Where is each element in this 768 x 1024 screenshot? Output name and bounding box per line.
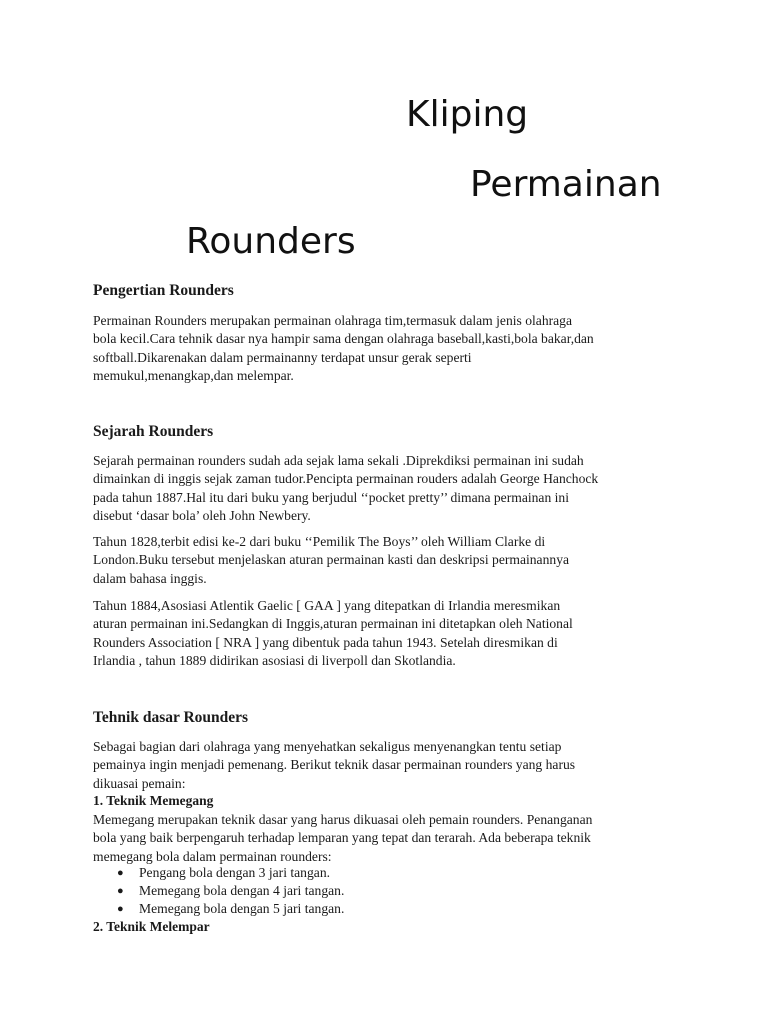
- list-item: [112, 864, 344, 882]
- text-line: Rounders Association [ NRA ] yang dibentuk pada tahun 1943. Setelah diresmikan di: [93, 634, 558, 650]
- text-line: Tahun 1828,terbit edisi ke-2 dari buku ‘‘Pemilik The Boys’’ oleh William Clarke di: [93, 534, 546, 549]
- sejarah-heading: Sejarah Rounders: [93, 423, 214, 440]
- title-line-3: Rounders: [186, 221, 356, 262]
- text-line: Irlandia , tahun 1889 didirikan asosiasi di liverpoll dan Skotlandia.: [93, 652, 456, 668]
- text-line: aturan permainan ini.Sedangkan di Inggis,aturan permainan ini ditetapkan oleh National: [93, 616, 573, 632]
- text-line: London.Buku tersebut menjelaskan aturan permainan kasti dan deskripsi permainannya: [93, 552, 570, 568]
- text-line: Tahun 1884,Asosiasi Atlentik Gaelic [ GAA ] yang ditepatkan di Irlandia meresmikan: [93, 598, 561, 613]
- sejarah-paragraph-1: [93, 452, 678, 525]
- title-line-1: Kliping: [406, 94, 529, 135]
- text-line: memukul,menangkap,dan melempar.: [93, 367, 294, 383]
- bullet-icon: ●: [117, 867, 124, 879]
- text-line: dimainkan di inggis sejak zaman tudor.Pencipta permainan rouders adalah George Hanchock: [93, 471, 599, 487]
- pengertian-paragraph: [93, 312, 678, 385]
- list-item: [112, 882, 344, 900]
- memegang-paragraph: [93, 811, 678, 866]
- sejarah-paragraph-3: [93, 597, 678, 670]
- text-line: memegang bola dalam permainan rounders:: [93, 848, 332, 864]
- bullet-icon: ●: [117, 885, 124, 897]
- list-item-text: Memegang bola dengan 4 jari tangan.: [139, 883, 345, 898]
- text-line: dalam bahasa inggis.: [93, 570, 207, 586]
- title-line-2: Permainan: [470, 164, 662, 205]
- text-line: bola kecil.Cara tehnik dasar nya hampir sama dengan olahraga baseball,kasti,bola bakar,dan: [93, 331, 594, 347]
- list-item-text: Memegang bola dengan 5 jari tangan.: [139, 901, 345, 916]
- text-line: disebut ‘dasar bola’ oleh John Newbery.: [93, 507, 311, 523]
- text-line: dikuasai pemain:: [93, 775, 186, 791]
- text-line: pemainya ingin menjadi pemenang. Berikut teknik dasar permainan rounders yang harus: [93, 757, 576, 773]
- text-line: Sejarah permainan rounders sudah ada sejak lama sekali .Diprekdiksi permainan ini sudah: [93, 453, 584, 468]
- text-line: Sebagai bagian dari olahraga yang menyehatkan sekaligus menyenangkan tentu setiap: [93, 739, 562, 754]
- tehnik-intro: [93, 738, 678, 793]
- text-line: softball.Dikarenakan dalam permainanny terdapat unsur gerak seperti: [93, 349, 472, 365]
- pengertian-heading: Pengertian Rounders: [93, 282, 234, 299]
- sejarah-paragraph-2: [93, 533, 678, 588]
- text-line: bola yang baik berpengaruh terhadap lemparan yang tepat dan terarah. Ada beberapa teknik: [93, 830, 591, 846]
- list-item: [112, 900, 344, 918]
- list-item-text: Pengang bola dengan 3 jari tangan.: [139, 865, 331, 880]
- tehnik-heading: Tehnik dasar Rounders: [93, 709, 249, 726]
- text-line: pada tahun 1887.Hal itu dari buku yang berjudul ‘‘pocket pretty’’ dimana permainan ini: [93, 489, 570, 505]
- memegang-heading: 1. Teknik Memegang: [93, 793, 214, 808]
- melempar-heading: 2. Teknik Melempar: [93, 919, 210, 934]
- memegang-bullet-list: [112, 864, 344, 918]
- text-line: Memegang merupakan teknik dasar yang harus dikuasai oleh pemain rounders. Penanganan: [93, 812, 593, 827]
- text-line: Permainan Rounders merupakan permainan olahraga tim,termasuk dalam jenis olahraga: [93, 313, 573, 328]
- bullet-icon: ●: [117, 903, 124, 915]
